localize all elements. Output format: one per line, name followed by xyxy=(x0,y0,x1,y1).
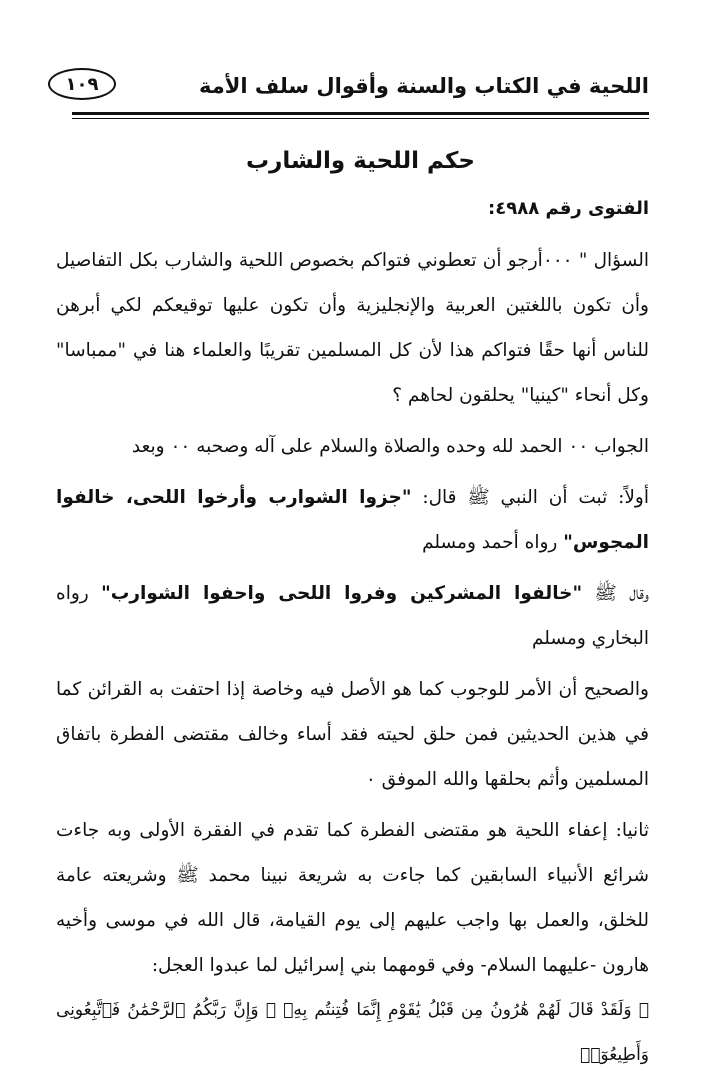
second-hadith: "خالفوا المشركين وفروا اللحى واحفوا الشوارب" xyxy=(101,583,583,604)
second-hadith-intro: وقال ﷺ xyxy=(582,583,649,604)
section-title: حكم اللحية والشارب xyxy=(245,148,476,174)
header-rule-thin xyxy=(72,118,649,119)
question-paragraph: السؤال " ٠٠٠أرجو أن تعطوني فتواكم بخصوص اللحية والشارب بكل التفاصيل وأن تكون باللغتين العربية والإنجليزية وأن تكون عليها توقيعكم لكي أبرهن للناس أنها حقًا فتواكم هذا لأن كل المسلمين تقريبًا والعلماء هنا في "ممباسا" وكل أنحاء "كينيا" يحلقون لحاهم ؟ xyxy=(56,250,649,406)
header-rule-thick xyxy=(72,112,649,115)
answer-paragraph: الجواب ٠٠ الحمد لله وحده والصلاة والسلام على آله وصحبه ٠٠ وبعد xyxy=(131,436,649,457)
second-hadith-paragraph xyxy=(56,571,649,661)
first-point-paragraph xyxy=(56,475,649,565)
body-text xyxy=(56,238,649,1078)
first-point-intro: أولاً: ثبت أن النبي ﷺ قال: xyxy=(411,487,649,508)
quran-verse: ﴿ وَلَقَدْ قَالَ لَهُمْ هَٰرُونُ مِن قَبْلُ يَٰقَوْمِ إِنَّمَا فُتِنتُم بِهِۦ ۖ وَإِنَّ رَبَّكُمُ ٱلرَّحْمَٰنُ فَٱتَّبِعُونِى وَأَطِيعُوٓا۟ xyxy=(56,1000,649,1065)
first-hadith: "جزوا الشوارب وأرخوا اللحى، خالفوا المجوس" xyxy=(56,487,649,553)
running-title: اللحية في الكتاب والسنة وأقوال سلف الأمة xyxy=(198,74,649,98)
fatwa-label: الفتوى رقم ٤٩٨٨: xyxy=(488,198,649,219)
second-point-paragraph: ثانيا: إعفاء اللحية هو مقتضى الفطرة كما تقدم في الفقرة الأولى وبه جاءت شرائع الأنبياء السابقين كما جاءت به شريعة نبينا محمد ﷺ وشريعته عامة للخلق، والعمل بها واجب عليهم إلى يوم القيامة، قال الله في موسى وأخيه هارون -عليهما السلام- وفي قومهما بني إسرائيل لما عبدوا العجل: xyxy=(56,820,649,976)
page-number: ١٠٩ xyxy=(48,68,116,100)
first-hadith-reference: رواه أحمد ومسلم xyxy=(422,532,564,553)
ruling-paragraph: والصحيح أن الأمر للوجوب كما هو الأصل فيه وخاصة إذا احتفت به القرائن كما في هذين الحديثين فمن حلق لحيته فقد أساء وخالف مقتضى الفطرة باتفاق المسلمين وأثم بحلقها والله الموفق ٠ xyxy=(56,679,649,790)
second-hadith-reference: رواه البخاري ومسلم xyxy=(56,583,649,649)
